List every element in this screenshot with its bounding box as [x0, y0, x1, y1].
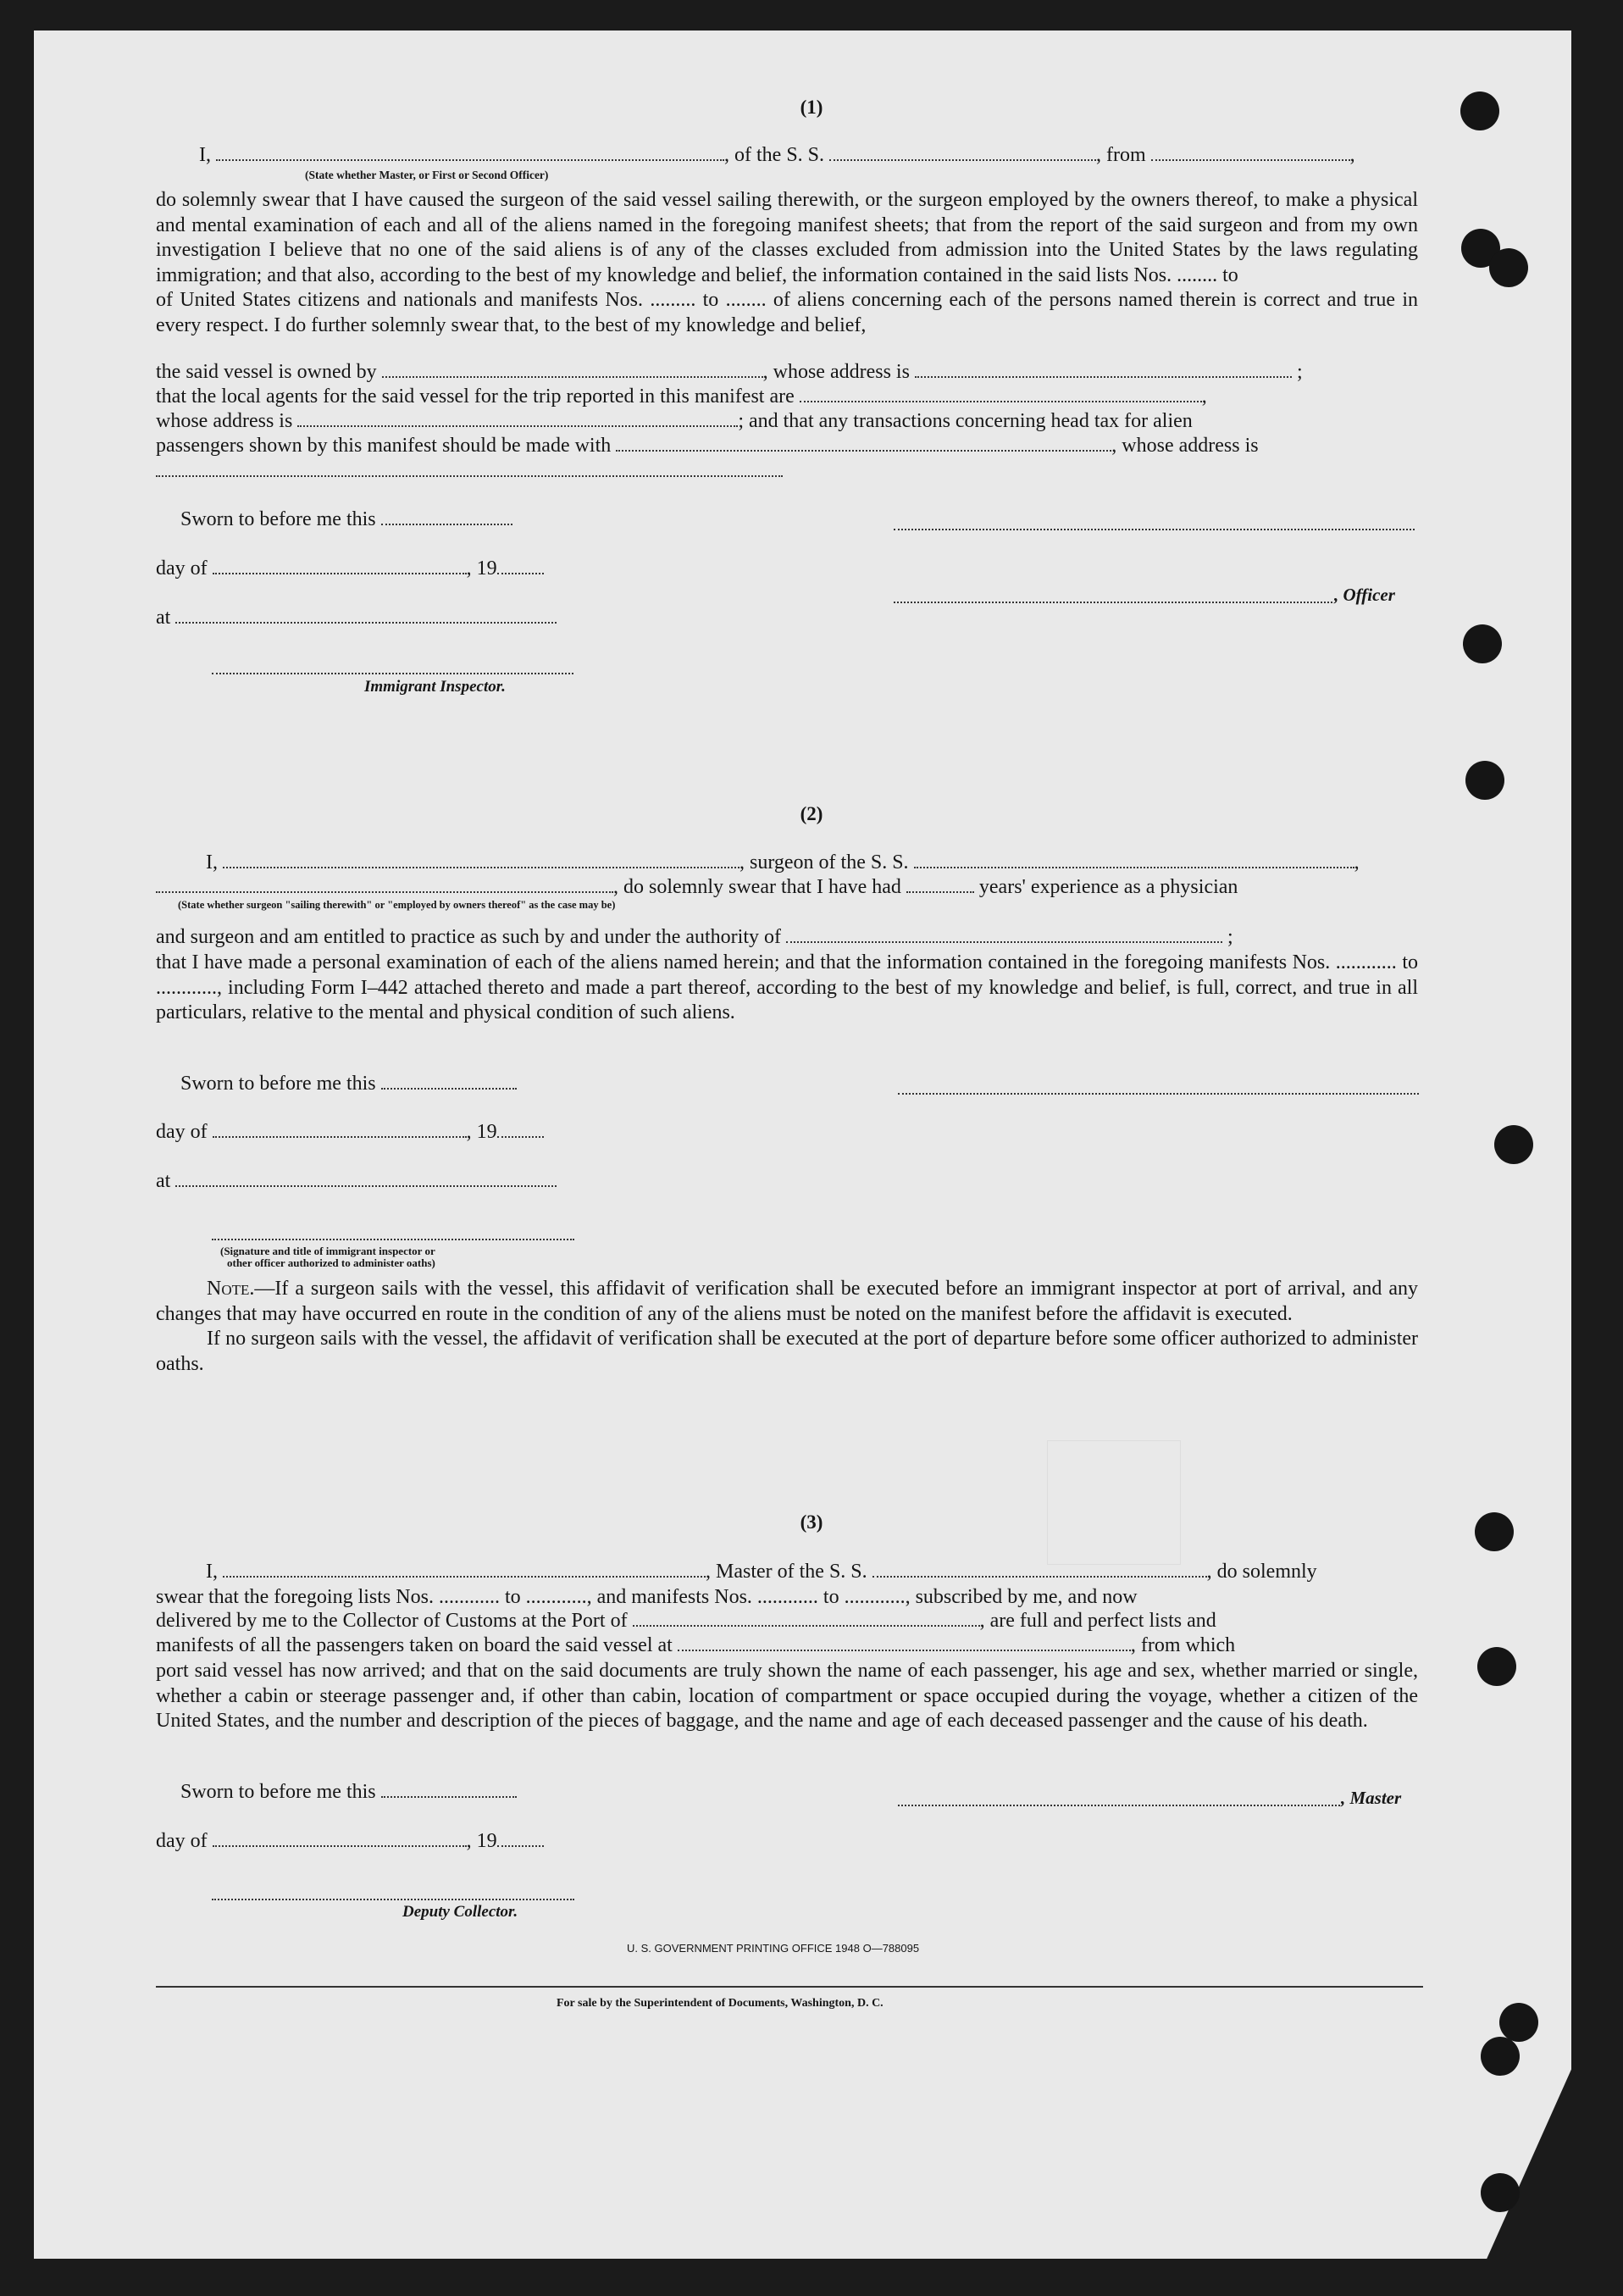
officer-signature-field-2[interactable] [894, 601, 1332, 603]
authority-line: and surgeon and am entitled to practice as such by and under the authority of ; [156, 926, 1233, 948]
punch-hole [1481, 2173, 1520, 2212]
local-agents-line: that the local agents for the said vessel for the trip reported in this manifest are , [156, 385, 1207, 408]
punch-hole [1494, 1125, 1533, 1164]
punch-hole [1481, 2037, 1520, 2076]
master-signature-field[interactable] [898, 1804, 1340, 1806]
sale-notice: For sale by the Superintendent of Documents, Washington, D. C. [557, 1997, 884, 2010]
footer-rule [156, 1986, 1423, 1988]
at-line-2: at [156, 1170, 557, 1193]
sworn-date-field[interactable] [381, 523, 512, 525]
surgeon-name-field[interactable] [223, 866, 739, 868]
delivered-line: delivered by me to the Collector of Customs at the Port of , are full and perfect lists and [156, 1610, 1216, 1632]
section-1-line-1: I, , of the S. S. , from , [199, 144, 1355, 166]
vessel-name-field[interactable] [829, 158, 1096, 161]
section-1-body: do solemnly swear that I have caused the surgeon of the said vessel sailing therewith, or the surgeon employed by the owners thereof, to make a physical and mental examination of each and all of the aliens named in the foregoing manifest sheets; that from the report of the said surgeon and from my own investigation I believe that no one of the said aliens is of any of the classes excluded from admission into the United States by the laws regulating immigration; and that also, according to the best of my knowledge and belief, the information contained in the said lists Nos. ........ to of United States citizens and nationals and manifests Nos. ......... to ........ of aliens concerning each of the persons named therein is correct and true in every respect. I do further solemnly swear that, to the best of my knowledge and belief, [156, 189, 1418, 336]
section-3-swear: swear that the foregoing lists Nos. ............ to ............, and manifests Nos. ............ to ............, subscribed by me, and now [156, 1586, 1138, 1608]
day-of-line-1: day of , 19 [156, 557, 544, 580]
year-field[interactable] [497, 572, 544, 574]
sig-caption-2: other officer authorized to administer oaths) [227, 1256, 435, 1269]
port-field[interactable] [633, 1624, 980, 1627]
deputy-signature-field[interactable] [212, 1898, 574, 1900]
section-1-caption: (State whether Master, or First or Second Officer) [305, 169, 549, 181]
inspector-signature-field[interactable] [212, 672, 573, 674]
inspector-label: Immigrant Inspector. [364, 678, 506, 696]
punch-hole [1489, 248, 1528, 287]
section-2-number: (2) [800, 803, 823, 824]
punch-hole [1465, 761, 1504, 800]
at-line-1: at [156, 607, 557, 629]
authority-field[interactable] [786, 940, 1222, 943]
owned-by-line: the said vessel is owned by , whose address is ; [156, 361, 1303, 383]
section-2-caption: (State whether surgeon "sailing therewith" or "employed by owners thereof" as the case may be) [178, 899, 616, 911]
master-vessel-field[interactable] [872, 1575, 1207, 1578]
section-2-body: that I have made a personal examination of each of the aliens named herein; and that the information contained in the foregoing manifests Nos. ............ to ............, including Form I–442 attached thereto and made a part thereof, according to the best of my knowledge and belief, is full, correct, and true in all particulars, relative to the mental and physical condition of such aliens. [156, 951, 1418, 1023]
sig-caption-1: (Signature and title of immigrant inspector or [220, 1245, 435, 1257]
master-name-field[interactable] [216, 158, 724, 161]
surgeon-signature-field[interactable] [898, 1092, 1419, 1095]
owner-address-field[interactable] [915, 375, 1292, 378]
punch-hole [1477, 1647, 1516, 1686]
local-agents-field[interactable] [800, 400, 1202, 402]
head-tax-address-field[interactable] [156, 474, 783, 477]
year-field-2[interactable] [497, 1135, 544, 1138]
boarding-port-field[interactable] [678, 1649, 1131, 1651]
head-tax-contact-field[interactable] [616, 449, 1111, 452]
deputy-label: Deputy Collector. [402, 1903, 518, 1921]
at-place-field[interactable] [175, 621, 557, 624]
agents-address-field[interactable] [297, 424, 738, 427]
officer-label: , Officer [1334, 585, 1395, 605]
section-3-line-1: I, , Master of the S. S. , do solemnly [206, 1561, 1317, 1583]
year-field-3[interactable] [497, 1844, 544, 1847]
master-name-field-3[interactable] [223, 1575, 706, 1578]
section-2-line-1: I, , surgeon of the S. S. , [206, 851, 1360, 873]
section-2-line-2: , do solemnly swear that I have had years' experience as a physician [156, 876, 1238, 899]
owner-field[interactable] [382, 375, 763, 378]
inspector-signature-field-2[interactable] [212, 1238, 574, 1240]
day-of-line-3: day of , 19 [156, 1830, 544, 1853]
sworn-date-field-3[interactable] [381, 1795, 517, 1798]
surgeon-vessel-field[interactable] [914, 866, 1354, 868]
surgeon-status-field[interactable] [156, 890, 613, 893]
month-field-2[interactable] [213, 1135, 467, 1138]
manifests-line: manifests of all the passengers taken on board the said vessel at , from which [156, 1634, 1236, 1656]
punch-hole [1463, 624, 1502, 663]
gpo-imprint: U. S. GOVERNMENT PRINTING OFFICE 1948 O—788095 [627, 1942, 920, 1955]
month-field-3[interactable] [213, 1844, 467, 1847]
day-of-line-2: day of , 19 [156, 1121, 544, 1144]
section-2-note: Note.—If a surgeon sails with the vessel, this affidavit of verification shall be executed before an immigrant inspector at port of arrival, and any changes that may have occurred en route in the condition of any of the aliens must be noted on the manifest before the affidavit is executed. If no surgeon sails with the vessel, the affidavit of verification shall be executed at the port of departure before some officer authorized to administer oaths. [156, 1278, 1418, 1375]
punch-hole [1499, 2003, 1538, 2042]
at-place-field-2[interactable] [175, 1184, 557, 1187]
departure-port-field[interactable] [1151, 158, 1350, 161]
section-3-body: port said vessel has now arrived; and that on the said documents are truly shown the name of each passenger, his age and sex, whether married or single, whether a cabin or steerage passenger and, if other than cabin, location of compartment or space occupied during the voyage, whether a citizen of the United States, and the number and description of the pieces of baggage, and the name and age of each deceased passenger and the cause of his death. [156, 1660, 1418, 1732]
years-experience-field[interactable] [906, 890, 974, 893]
sworn-date-field-2[interactable] [381, 1087, 517, 1090]
faint-stamp [1047, 1440, 1181, 1565]
month-field[interactable] [213, 572, 467, 574]
section-1-number: (1) [800, 97, 823, 118]
sworn-line-3: Sworn to before me this [180, 1781, 517, 1804]
head-tax-line: passengers shown by this manifest should be made with , whose address is [156, 435, 1259, 457]
sworn-line-2: Sworn to before me this [180, 1073, 517, 1095]
master-label: , Master [1341, 1788, 1402, 1808]
section-3-number: (3) [800, 1511, 823, 1533]
officer-signature-field-1[interactable] [894, 528, 1415, 530]
agents-address-line: whose address is ; and that any transactions concerning head tax for alien [156, 410, 1193, 432]
sworn-line-1: Sworn to before me this [180, 508, 512, 531]
